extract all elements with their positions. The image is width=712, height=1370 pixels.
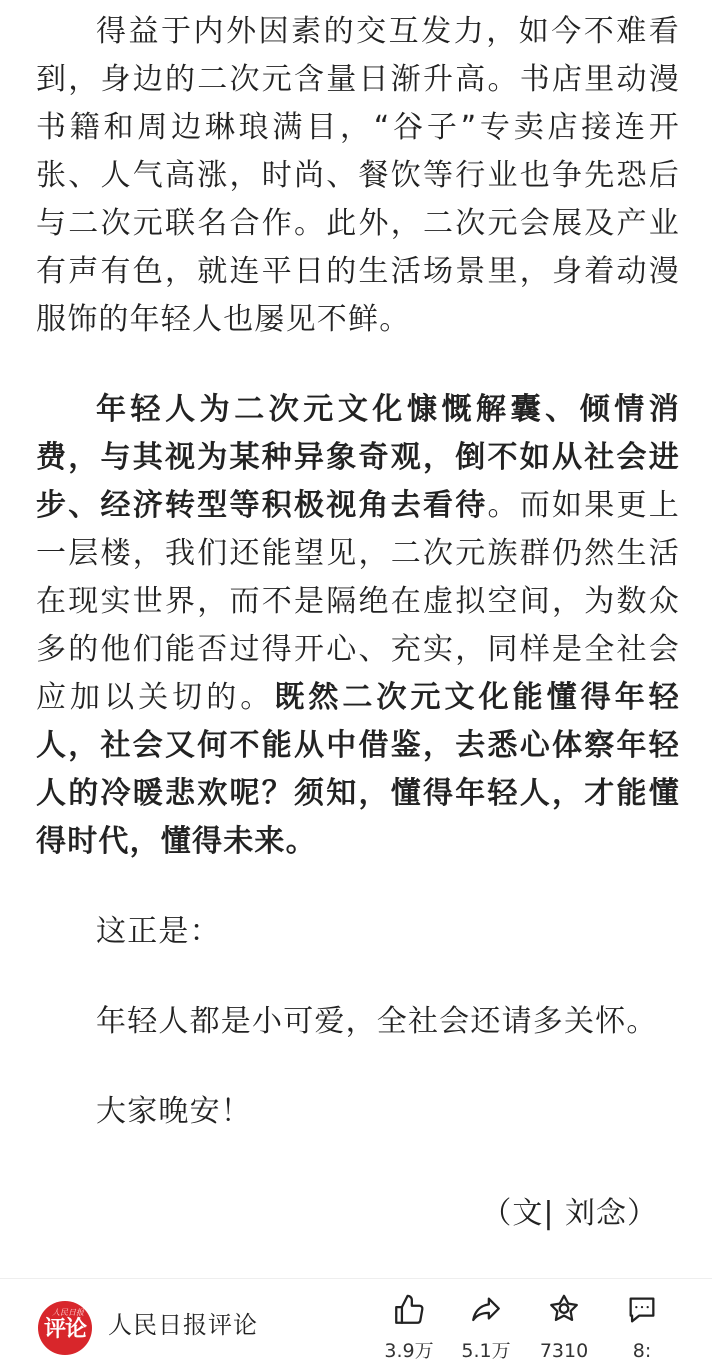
good-night-line: 大家晚安！ xyxy=(96,1094,252,1129)
comment-count: 8: xyxy=(632,1340,652,1362)
bold-text-2: 既然二次元文化能懂得年轻人，社会又何不能从中借鉴，去悉心体察年轻人的冷暖悲欢呢？须知，懂得年轻人，才能懂得时代，懂得未来。 xyxy=(36,680,680,859)
plain-text: 。而如果更上一层楼，我们还能望见，二次元族群仍然生活在现实世界，而不是隔绝在虚拟空间，为数众多的他们能否过得开心、充实，同样是全社会应加以关切的。 xyxy=(36,488,680,715)
star-icon xyxy=(547,1293,581,1327)
comment-button[interactable] xyxy=(610,1293,674,1363)
share-button[interactable] xyxy=(454,1293,518,1363)
article-body xyxy=(36,8,680,1178)
share-count: 5.1万 xyxy=(461,1340,511,1362)
verse-intro: 这正是： xyxy=(96,914,221,949)
favorite-button[interactable] xyxy=(532,1293,596,1363)
paragraph-2 xyxy=(36,386,680,866)
bold-text-1: 年轻人为二次元文化慷慨解囊、倾情消费，与其视为某种异象奇观，倒不如从社会进步、经济转型等积极视角去看待 xyxy=(36,392,680,523)
logo-small-text: 人民日报 xyxy=(52,1308,84,1317)
paragraph-1: 得益于内外因素的交互发力，如今不难看到，身边的二次元含量日渐升高。书店里动漫书籍和周边琳琅满目，“谷子”专卖店接连开张、人气高涨，时尚、餐饮等行业也争先恐后与二次元联名合作。此外，二次元会展及产业有声有色，就连平日的生活场景里，身着动漫服饰的年轻人也屡见不鲜。 xyxy=(36,14,680,337)
account-name[interactable]: 人民日报评论 xyxy=(108,1311,258,1339)
account-avatar[interactable] xyxy=(38,1301,92,1355)
favorite-count: 7310 xyxy=(539,1340,589,1362)
author-signature: （文| 刘念） xyxy=(481,1196,658,1231)
bottom-action-bar xyxy=(0,1278,712,1370)
logo-text: 评论 xyxy=(43,1317,86,1342)
share-icon xyxy=(469,1293,503,1327)
verse-line: 年轻人都是小可爱，全社会还请多关怀。 xyxy=(96,1004,658,1039)
comment-icon xyxy=(625,1293,659,1327)
thumbs-up-icon xyxy=(392,1293,426,1327)
like-count: 3.9万 xyxy=(384,1340,434,1362)
like-button[interactable] xyxy=(377,1293,441,1363)
